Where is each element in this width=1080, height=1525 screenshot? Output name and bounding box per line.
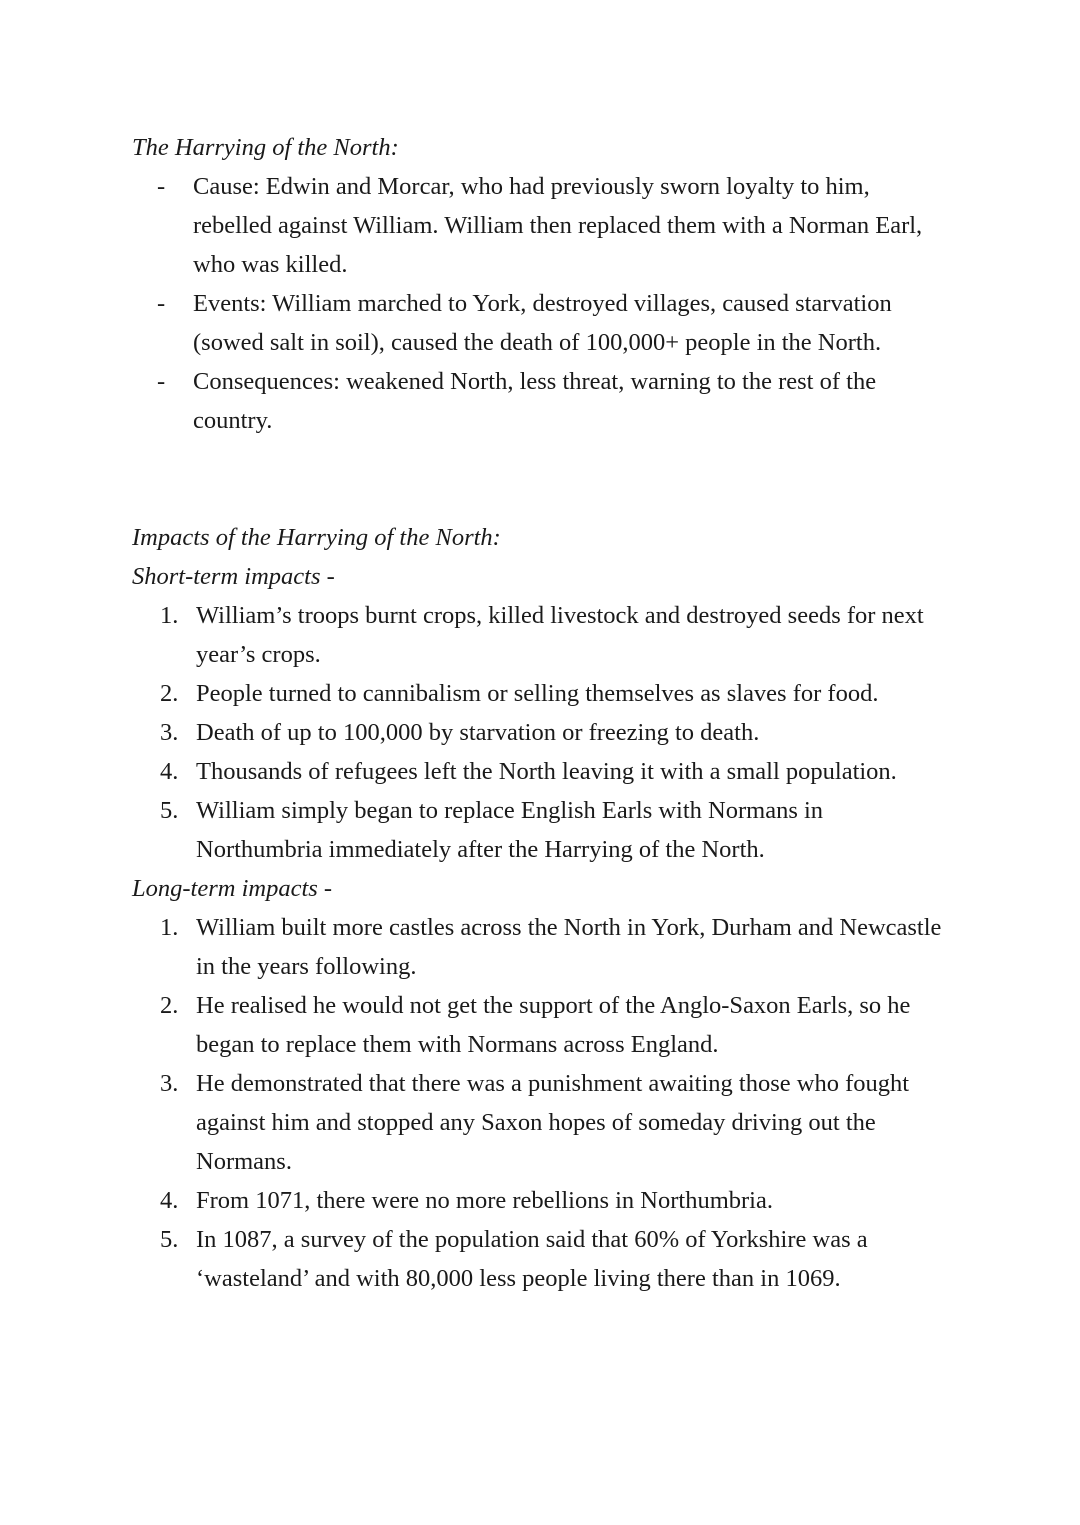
- list-item-text: William simply began to replace English Earls with Normans in Northumbria immediately after the Harrying of the North.: [196, 797, 824, 863]
- list-number-marker: [160, 752, 178, 791]
- list-number-marker: [160, 791, 178, 830]
- list-number-marker: [160, 674, 178, 713]
- list-item: [132, 167, 950, 284]
- subheading-long-term: Long-term impacts -: [132, 875, 333, 902]
- list-item-text: Cause: Edwin and Morcar, who had previously sworn loyalty to him, rebelled against William. William then replaced them with a Norman Earl, who was killed.: [193, 173, 923, 278]
- dash-bullet-marker: -: [157, 173, 166, 200]
- list-item-text: From 1071, there were no more rebellions in Northumbria.: [196, 1187, 773, 1214]
- list-item-text: Consequences: weakened North, less threat, warning to the rest of the country.: [193, 368, 877, 434]
- long-term-impacts-list: [132, 908, 950, 1298]
- list-item-text: William built more castles across the North in York, Durham and Newcastle in the years following.: [196, 914, 942, 980]
- subheading-short-term: Short-term impacts -: [132, 563, 335, 590]
- harrying-bullet-list: [132, 167, 950, 440]
- list-item-text: Death of up to 100,000 by starvation or freezing to death.: [196, 719, 760, 746]
- list-item: [132, 1181, 950, 1220]
- list-number-marker: [160, 596, 178, 635]
- list-item: [132, 674, 950, 713]
- list-item: [132, 713, 950, 752]
- list-item: [132, 362, 950, 440]
- dash-bullet-marker: -: [157, 290, 166, 317]
- list-item: [132, 1064, 950, 1181]
- list-item: [132, 908, 950, 986]
- section-gap: [132, 440, 950, 518]
- list-item-text: He demonstrated that there was a punishment awaiting those who fought against him and stopped any Saxon hopes of someday driving out the Normans.: [196, 1070, 910, 1175]
- list-item-text: People turned to cannibalism or selling themselves as slaves for food.: [196, 680, 879, 707]
- section-heading-impacts: Impacts of the Harrying of the North:: [132, 524, 501, 551]
- list-item: [132, 1220, 950, 1298]
- list-item: [132, 284, 950, 362]
- list-number-marker: [160, 986, 178, 1025]
- list-number-marker: [160, 713, 178, 752]
- dash-bullet-marker: -: [157, 368, 166, 395]
- list-item: [132, 752, 950, 791]
- list-item-text: Events: William marched to York, destroyed villages, caused starvation (sowed salt in soil), caused the death of 100,000+ people in the North.: [193, 290, 892, 356]
- document-body: [132, 128, 950, 1298]
- list-item-text: He realised he would not get the support of the Anglo-Saxon Earls, so he began to replace them with Normans across England.: [196, 992, 911, 1058]
- list-number-marker: [160, 1064, 178, 1103]
- list-item-text: Thousands of refugees left the North leaving it with a small population.: [196, 758, 897, 785]
- list-item: [132, 986, 950, 1064]
- list-item-text: In 1087, a survey of the population said that 60% of Yorkshire was a ‘wasteland’ and with 80,000 less people living there than in 1069.: [196, 1226, 868, 1292]
- short-term-impacts-list: [132, 596, 950, 869]
- list-number-marker: [160, 908, 178, 947]
- list-item: [132, 791, 950, 869]
- list-item-text: William’s troops burnt crops, killed livestock and destroyed seeds for next year’s crops.: [196, 602, 924, 668]
- list-item: [132, 596, 950, 674]
- list-number-marker: [160, 1220, 178, 1259]
- section-heading-harrying: The Harrying of the North:: [132, 134, 399, 161]
- list-number-marker: [160, 1181, 178, 1220]
